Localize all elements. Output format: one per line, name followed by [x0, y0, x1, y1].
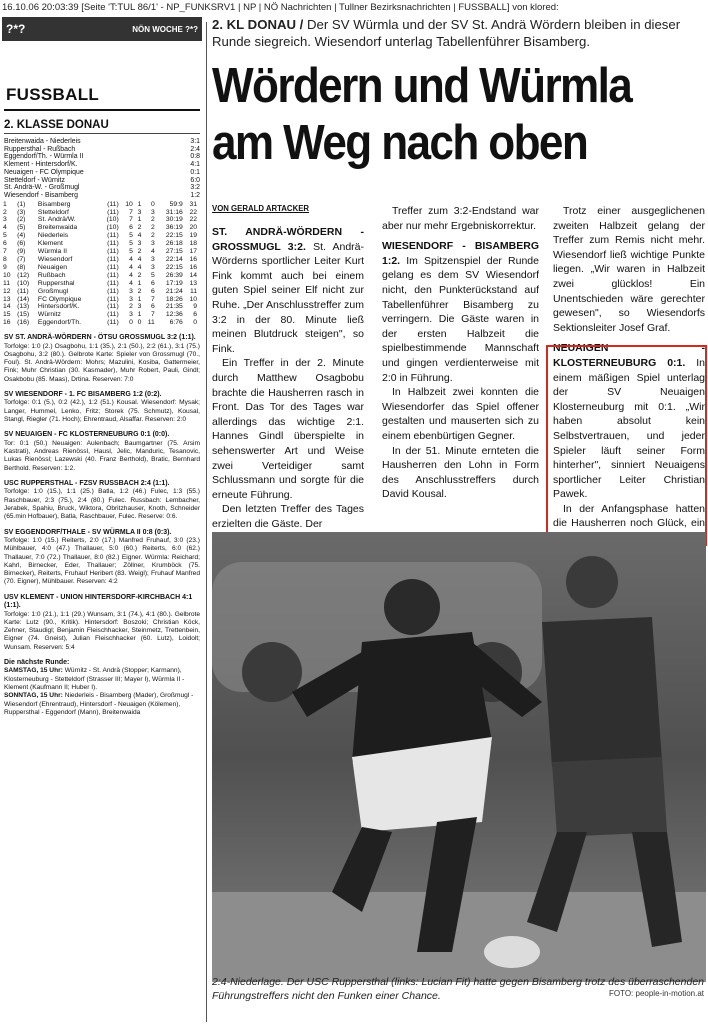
paragraph-text: St. Andrä-Wörderns sportlicher Leiter Kurt Fink kommt auch bei einem guten Spiel seiner Elf nicht zur Ruhe. „Der Anschlusstreffer zum 3:2 in der 80. Minute ließ meinen Blutdruck steigen", so Fink. [212, 240, 365, 355]
match-report [2, 594, 202, 652]
table-cell: 1 [137, 295, 142, 303]
table-cell: 3 [3, 216, 7, 224]
next-round-line [4, 667, 200, 692]
table-cell: (11) [107, 311, 119, 319]
table-cell: 6 [150, 279, 155, 287]
table-cell: 1 [137, 311, 142, 319]
table-cell: 10 [125, 200, 133, 208]
result-score: 3:2 [190, 184, 200, 192]
table-cell: 18 [189, 240, 197, 248]
match-report-head: SV WIESENDORF - 1. FC BISAMBERG 1:2 (0:2). [4, 391, 162, 399]
table-cell: 2 [137, 271, 142, 279]
table-cell: 4 [3, 224, 7, 232]
table-cell: 12:36 [165, 311, 183, 319]
table-cell: (11) [107, 287, 119, 295]
table-cell: 16 [3, 319, 11, 327]
table-cell: (6) [17, 240, 26, 248]
match-report-body: Torfolge: 1:0 (2.) Osagbohu, 1:1 (35.), 2:1 (50.), 2:2 (61.), 3:1 (75.) Osagbohu, 3:2 (80.). Gelbrote Karte: Spieler von Grossmugl (70., Foul). St. Andrä-Wördern: Mohrs; Mazulini, Kosiba, Gattermeier, Fink; Muhr Christian (30. Kasmader), Muhr Robert, Pauli, Gindl; Osakbobu (85. Maas), Drtina. Reserven: 7:0 [4, 342, 200, 383]
article-paragraph [382, 385, 539, 443]
table-cell: 11 [189, 287, 197, 295]
table-cell: 4 [129, 255, 133, 263]
match-report [2, 334, 202, 384]
table-row [2, 240, 198, 248]
table-cell: 0 [193, 319, 197, 327]
match-reports [2, 334, 202, 652]
match-report-body: Torfolge: 1:0 (21.), 1:1 (29.) Wunsam, 3:1 (74.), 4:1 (80.). Gelbrote Karte: Lutz (90., Kritik). Hintersdorf: Boszoki; Christian Köck, Zehner, Staudigl; Benjamin Fleischhacker, Steinmetz, Trettenbein, Eigner (74. Gneist), Julian Fleischhacker (60. Lutz), Loidolt; Wunsam. Reserven: 5:4 [4, 610, 200, 651]
results-list [2, 138, 202, 200]
table-cell: 18:26 [165, 295, 183, 303]
divider [4, 133, 200, 134]
table-cell: 6 [129, 224, 133, 232]
column-rule [206, 22, 207, 1022]
table-cell: Klement [37, 240, 63, 248]
table-cell: 13 [3, 295, 11, 303]
table-cell: FC Olympique [37, 295, 82, 303]
table-cell: 3 [129, 295, 133, 303]
table-cell: 2 [137, 287, 142, 295]
table-cell: (12) [17, 271, 30, 279]
table-cell: 2 [150, 224, 155, 232]
table-cell: 4 [129, 279, 133, 287]
table-cell: (8) [17, 263, 26, 271]
table-cell: 4 [137, 232, 142, 240]
table-cell: (4) [17, 232, 26, 240]
table-cell: Ruppersthal [37, 279, 75, 287]
paragraph-text: Ein Treffer in der 2. Minute durch Matthew Osagbobu brachte die Hausherren rasch in Front. Das Tor des Tages war allerdings das wichtige 2:1. Hannes Gindl überspielte in sehenswerter Art und Weise zwei Verteidiger samt Schlussmann und sorgte für die erneute Führung. [212, 357, 364, 501]
table-cell: 21:24 [165, 287, 183, 295]
match-report-head: SV NEUAIGEN - FC KLOSTERNEUBURG 0:1 (0:0). [4, 431, 170, 439]
table-cell: (13) [17, 303, 30, 311]
next-round-head: Die nächste Runde: [4, 658, 70, 666]
page-header-line: 16.10.06 20:03:39 [Seite 'T:TUL 86/1' - NP_FUNKSRV1 | NP | NÖ Nachrichten | Tullner Bezirksnachrichten | FUSSBALL] von klored: [2, 2, 559, 13]
table-cell: Stetteldorf [37, 208, 69, 216]
table-cell: 0 [129, 319, 133, 327]
table-row [2, 224, 198, 232]
table-row [2, 216, 198, 224]
article-paragraph [212, 356, 364, 502]
match-report-head: USC RUPPERSTHAL - FZSV RUSSBACH 2:4 (1:1). [4, 479, 170, 487]
table-cell: 17 [189, 248, 197, 256]
paragraph-text: In der Anfangsphase hatten die Hausherren noch Glück, ein [553, 502, 705, 530]
article-paragraph [553, 204, 705, 335]
table-cell: 7 [129, 216, 133, 224]
table-cell: (11) [107, 263, 119, 271]
table-cell: 7 [150, 311, 155, 319]
match-report-body: Torfolge: 0:1 (5.), 0:2 (42.), 1:2 (51.) Kousal. Wiesendorf: Mysak; Langer, Hummel, Lenko, Fritz; Storek (75. Schmutz), Kousal, Stangl, Riegler (71. Hoch); Ehrentraud, Alsaffar. Reserven: 2:0 [4, 399, 200, 424]
table-row [2, 201, 198, 209]
table-cell: (11) [107, 240, 119, 248]
table-cell: 3 [150, 208, 155, 216]
result-row [2, 184, 202, 192]
match-report [2, 391, 202, 424]
photo-illustration [212, 532, 706, 982]
table-cell: (5) [17, 224, 26, 232]
result-match: Eggendorf/Th. - Würmla II [4, 153, 84, 161]
table-cell: (10) [106, 216, 119, 224]
table-cell: (11) [107, 255, 119, 263]
match-report [2, 529, 202, 587]
table-cell: Wiesendorf [37, 255, 73, 263]
table-cell: Bisamberg [37, 200, 71, 208]
paragraph-lead: NEUAIGEN - KLOSTERNEUBURG 0:1. [553, 342, 705, 369]
result-row [2, 169, 202, 177]
table-cell: 30:19 [165, 216, 183, 224]
paragraph-text: Im Spitzenspiel der Runde gelang es dem SV Wiesendorf nicht, den Punkterückstand auf Tabellenführer Bisamberg zu verringern. Die Gäste waren in der ersten Halbzeit die spielbestimmende Mannschaft und gingen verdienterweise mit 2:0 in Führung. [382, 254, 539, 384]
highlight-box [546, 345, 707, 546]
table-cell: 22:15 [165, 263, 183, 271]
article-paragraph [382, 444, 539, 502]
match-report-body: Torfolge: 1:0 (15.), 1:1 (25.) Batla, 1:2 (46.) Fulec, 1:3 (55.) Raschbauer, 2:3 (75.), 2:4 (80.) Fulec. Russbach: Lembacher, Jerabek, Spahiu, Bruck, Wiktora, Obritzhauser, Knoth, Schneider (65.min Hofbauer), Batla, Raschbauer, Fulec. Reserve: 0:6. [4, 488, 200, 521]
table-cell: 7 [3, 248, 7, 256]
result-row [2, 177, 202, 185]
table-cell: 5 [150, 271, 155, 279]
table-cell: 5 [129, 248, 133, 256]
next-round-body [4, 667, 200, 717]
table-cell: St. Andrä/W. [37, 216, 76, 224]
table-row [2, 288, 198, 296]
table-row [2, 296, 198, 304]
noen-week-label: NÖN WOCHE ?*? [132, 24, 198, 34]
match-report-body: Torfolge: 1:0 (15.) Reiterts, 2:0 (17.) Manfred Fruhauf, 3:0 (23.) Mühlbauer, 4:0 (47.) Thallauer, 5:0 (60.) Reiterts, 6:0 (62.) Thallauer, 7:0 (72.) Thallauer, 8:0 (82.) Eigner. Würmla: Reichard; Kahrl, Birnecker, Eder, Thallauer; Zöllner, Krumböck (75. Birnecker), Reiterts, Fruhauf Heribert (83. Weigl); Fruhauf Manfred (70. Eigner), Mühlbauer. Reserven: 4:2 [4, 536, 200, 586]
table-cell: (11) [107, 200, 119, 208]
table-cell: 4 [150, 248, 155, 256]
table-cell: 27:15 [165, 248, 183, 256]
table-cell: 6:76 [169, 319, 183, 327]
table-row [2, 232, 198, 240]
logo-text: ?*? [6, 22, 26, 36]
table-row [2, 209, 198, 217]
table-cell: 16 [189, 263, 197, 271]
paragraph-text: In einem mäßigen Spiel unterlag der SV Neuaigen Klosterneuburg mit 0:1. „Wir haben absolut kein Selbstvertrauen, und jeder Spieler läuft seiner Form hinterher", sinniert Neuaigens sportlicher Leiter Christian Pawek. [553, 356, 705, 501]
result-score: 2:4 [190, 145, 200, 153]
table-cell: 6 [150, 287, 155, 295]
table-cell: 4 [137, 263, 142, 271]
article-paragraph [212, 502, 364, 531]
table-cell: 3 [137, 208, 142, 216]
table-row [2, 319, 198, 327]
result-row [2, 153, 202, 161]
result-score: 0:8 [190, 153, 200, 161]
league-title: 2. KLASSE DONAU [4, 119, 109, 131]
table-cell: 2 [3, 208, 7, 216]
table-cell: Würnitz [37, 311, 61, 319]
next-round-day: SONNTAG, 15 Uhr: [4, 692, 63, 700]
table-cell: Eggendorf/Th. [37, 319, 81, 327]
table-cell: 1 [137, 279, 142, 287]
headline [212, 58, 657, 172]
paragraph-lead: WIESENDORF - BISAMBERG 1:2. [382, 240, 539, 267]
next-round-day: SAMSTAG, 15 Uhr: [4, 667, 63, 675]
table-cell: (11) [107, 303, 119, 311]
table-cell: 9 [193, 303, 197, 311]
table-cell: 5 [129, 240, 133, 248]
table-cell: 1 [137, 216, 142, 224]
table-cell: 2 [150, 232, 155, 240]
table-cell: 8 [3, 255, 7, 263]
table-cell: 14 [189, 271, 197, 279]
result-score: 1:2 [190, 191, 200, 199]
result-match: Wiesendorf - Bisamberg [4, 191, 78, 199]
table-cell: (7) [17, 255, 26, 263]
table-cell: 21:35 [165, 303, 183, 311]
table-row [2, 280, 198, 288]
table-row [2, 264, 198, 272]
article-column-2 [382, 204, 539, 502]
match-report [2, 431, 202, 473]
table-cell: 2 [137, 248, 142, 256]
table-row [2, 311, 198, 319]
table-cell: 6 [3, 240, 7, 248]
article-paragraph [382, 239, 539, 385]
match-photo [212, 532, 706, 982]
table-cell: 10 [3, 271, 11, 279]
table-cell: 10 [189, 295, 197, 303]
photo-caption: 2:4-Niederlage. Der USC Ruppersthal (links: Lucian Fit) hatte gegen Bisamberg trotz des überraschenden Führungstreffers nicht den Funken einer Chance. [212, 976, 705, 1002]
table-cell: 12 [3, 287, 11, 295]
table-cell: 22 [189, 208, 197, 216]
lead-body: Der SV Würmla und der SV St. Andrä Wördern bleiben in dieser Runde siegreich. Wiesendorf unterlag Tabellenführer Bisamberg. [212, 17, 681, 49]
table-cell: 5 [129, 232, 133, 240]
table-cell: 11 [3, 279, 11, 287]
table-cell: 14 [3, 303, 11, 311]
article [212, 17, 706, 1020]
table-cell: 1 [3, 200, 7, 208]
standings-table [2, 201, 198, 328]
table-cell: 0 [137, 319, 142, 327]
table-cell: 19 [189, 232, 197, 240]
table-cell: Rußbach [37, 271, 66, 279]
table-cell: 6 [150, 303, 155, 311]
table-cell: 3 [150, 263, 155, 271]
table-cell: (10) [17, 279, 30, 287]
result-row [2, 192, 202, 200]
article-column-1 [212, 225, 364, 531]
table-cell: 5 [3, 232, 7, 240]
table-cell: 4 [129, 271, 133, 279]
table-cell: (11) [17, 287, 29, 295]
table-cell: 17:19 [165, 279, 183, 287]
kicker: 2. KL DONAU / [212, 17, 304, 32]
table-cell: 2 [129, 303, 133, 311]
paragraph-text: Den letzten Treffer des Tages erzielten die Gäste. Der [212, 503, 364, 530]
table-cell: 16 [189, 255, 197, 263]
headline-line-1: Wördern und Würmla [212, 59, 632, 113]
table-cell: 36:19 [165, 224, 183, 232]
match-report [2, 480, 202, 522]
result-score: 4:1 [190, 161, 200, 169]
table-cell: Breitenwaida [37, 224, 78, 232]
table-cell: 7 [129, 208, 133, 216]
result-match: Breitenwaida - Niederleis [4, 138, 81, 145]
table-cell: 22:15 [165, 232, 183, 240]
next-round [2, 659, 202, 717]
match-report-head: USV KLEMENT - UNION HINTERSDORF-KIRCHBACH 4:1 (1:1). [4, 593, 193, 610]
table-cell: Hintersdorf/K. [37, 303, 80, 311]
next-round-text: Niederleis - Bisamberg (Mader), Großmugl - Wiesendorf (Ehrentraud), Hintersdorf - Neuaigen (Kölemen), Ruppersthal - Eggendorf (Mann), Breitenwaida [4, 692, 194, 716]
table-cell: 0 [150, 200, 155, 208]
result-score: 6:0 [190, 176, 200, 184]
paragraph-text: Treffer zum 3:2-Endstand war aber nur mehr Ergebniskorrektur. [382, 205, 539, 232]
table-cell: (11) [107, 248, 119, 256]
table-cell: 15 [3, 311, 11, 319]
result-match: Ruppersthal - Rußbach [4, 145, 76, 153]
article-paragraph [212, 225, 364, 356]
table-cell: 2 [150, 216, 155, 224]
table-cell: 6 [193, 311, 197, 319]
result-row [2, 161, 202, 169]
result-row [2, 138, 202, 146]
table-cell: (14) [17, 295, 30, 303]
table-cell: (1) [17, 200, 26, 208]
table-cell: 22:14 [165, 255, 183, 263]
table-cell: 31:16 [165, 208, 183, 216]
paragraph-text: In Halbzeit zwei konnten die Wiesendorfer das Spiel offener gestalten und mauserten sich zu einem ebenbürtigen Gegner. [382, 386, 539, 442]
table-cell: (10) [106, 224, 119, 232]
table-cell: 1 [137, 200, 142, 208]
result-score: 0:1 [190, 168, 200, 176]
table-cell: Niederleis [37, 232, 69, 240]
table-cell: 4 [129, 263, 133, 271]
table-cell: 3 [129, 311, 133, 319]
table-cell: Würmla II [37, 248, 67, 256]
divider [4, 109, 200, 111]
table-cell: 11 [147, 319, 155, 327]
article-paragraph [382, 204, 539, 233]
table-cell: 26:18 [165, 240, 183, 248]
result-score: 3:1 [190, 138, 200, 145]
paragraph-text: In der 51. Minute ernteten die Hausherren den Lohn in Form des Anschlusstreffers durch David Kousal. [382, 444, 539, 501]
table-cell: 3 [150, 240, 155, 248]
table-cell: (16) [17, 319, 30, 327]
table-cell: Großmugl [37, 287, 69, 295]
table-cell: 59:9 [169, 200, 183, 208]
table-cell: (15) [17, 311, 30, 319]
result-match: Stetteldorf - Würnitz [4, 176, 65, 184]
table-cell: (11) [107, 208, 119, 216]
table-cell: Neuaigen [37, 263, 68, 271]
table-cell: 2 [137, 224, 142, 232]
table-row [2, 303, 198, 311]
table-cell: 22 [189, 216, 197, 224]
table-cell: 20 [189, 224, 197, 232]
table-cell: 3 [137, 303, 142, 311]
noen-bar [2, 17, 202, 41]
result-match: St. Andrä-W. - Großmugl [4, 184, 80, 192]
byline: VON GERALD ARTACKER [212, 204, 310, 213]
table-cell: 7 [150, 295, 155, 303]
table-cell: (9) [17, 248, 26, 256]
result-row [2, 146, 202, 154]
lead-text [212, 17, 706, 50]
table-cell: (2) [17, 216, 26, 224]
table-cell: 26:39 [165, 271, 183, 279]
table-cell: (3) [17, 208, 26, 216]
table-cell: 3 [137, 240, 142, 248]
table-cell: 3 [129, 287, 133, 295]
section-title: FUSSBALL [6, 85, 100, 104]
result-match: Neuaigen - FC Olympique [4, 168, 84, 176]
table-cell: (11) [107, 319, 119, 327]
next-round-line [4, 692, 200, 717]
result-match: Klement - Hintersdorf/K. [4, 161, 78, 169]
sidebar-results [2, 17, 202, 1020]
photo-credit: FOTO: people-in-motion.at [608, 989, 704, 998]
next-round-text: Würnitz - St. Andrä (Stopper; Karmann), Klosterneuburg - Stetteldorf (Strasser III; Mayer I), Würmla II - Klement (Kaufmann II; Huber I). [4, 667, 185, 691]
headline-line-2: am Weg nach oben [212, 116, 588, 170]
table-row [2, 256, 198, 264]
match-report-head: SV EGGENDORF/THALE - SV WÜRMLA II 0:8 (0:3). [4, 528, 172, 536]
paragraph-text: Trotz einer ausgeglichenen zweiten Halbzeit gelang der Treffer zum Remis nicht mehr. Wiesendorf ließ wichtige Punkte liegen. „Wir waren in Halbzeit zwei glücklos! Ein Unentschieden wäre gerechter gewesen", so Wiesendorfs Sektionsleiter Josef Graf. [553, 205, 705, 334]
table-cell: 3 [150, 255, 155, 263]
table-cell: 9 [3, 263, 7, 271]
table-row [2, 248, 198, 256]
table-cell: 4 [137, 255, 142, 263]
table-cell: (11) [107, 271, 119, 279]
table-cell: 13 [189, 279, 197, 287]
table-cell: 31 [189, 200, 197, 208]
table-cell: (11) [107, 232, 119, 240]
table-cell: (11) [107, 295, 119, 303]
match-report-body: Tor: 0:1 (50.) Neuaigen: Aulenbach; Baumgartner (75. Arsim Kastrati), Andreas Rienössl, Hausl, Jelic, Manduric, Tesanovic, Lukas Rienössl; Lazewski (40. Franz Berthold), Bratic, Bernhard Berthold. Reserven: 1:2. [4, 439, 200, 472]
match-report-head: SV ST. ANDRÄ-WÖRDERN - ÖTSU GROSSMUGL 3:2 (1:1). [4, 334, 196, 342]
paragraph-lead: ST. ANDRÄ-WÖRDERN - GROSSMUGL 3:2. [212, 226, 364, 253]
table-row [2, 272, 198, 280]
table-cell: (11) [107, 279, 119, 287]
